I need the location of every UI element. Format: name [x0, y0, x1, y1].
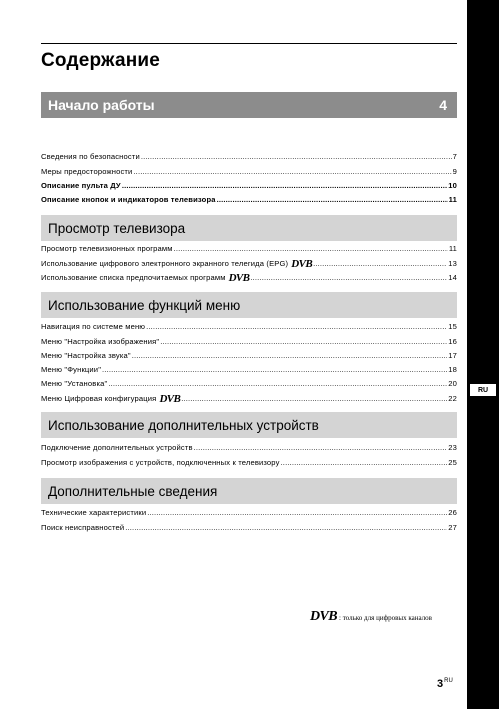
dot-leader	[122, 181, 447, 191]
toc-entry-page: 9	[452, 166, 457, 176]
toc-entry-page: 26	[448, 508, 457, 518]
side-bar	[467, 0, 499, 709]
toc-entry[interactable]	[41, 191, 457, 205]
toc-entry-label: Использование списка предпочитаемых программ	[41, 272, 226, 282]
section-heading-label: Просмотр телевизора	[48, 220, 186, 236]
toc-entry-label: Просмотр изображения с устройств, подключенных к телевизору	[41, 457, 280, 467]
toc-entry[interactable]	[41, 347, 457, 361]
toc-entry-label: Описание кнопок и индикаторов телевизора	[41, 195, 216, 205]
dot-leader	[160, 337, 447, 347]
toc-entry-label: Использование цифрового электронного экранного телегида (EPG)	[41, 258, 289, 268]
dot-leader	[174, 244, 448, 254]
toc-entry-label: Описание пульта ДУ	[41, 180, 121, 190]
toc-entry-label: Технические характеристики	[41, 508, 147, 518]
toc-entry[interactable]	[41, 439, 457, 453]
toc-entry[interactable]	[41, 254, 457, 268]
dot-leader	[194, 443, 448, 453]
toc-entry-page: 10	[448, 180, 457, 190]
toc-entry-page: 11	[448, 195, 457, 205]
toc-entry[interactable]	[41, 453, 457, 467]
language-tab: RU	[470, 384, 496, 396]
section-heading-watching-tv	[41, 215, 457, 241]
toc-entry[interactable]	[41, 504, 457, 518]
toc-list-menu-functions	[41, 318, 457, 404]
toc-entry-page: 22	[448, 393, 457, 403]
toc-entry-page: 7	[452, 152, 457, 162]
toc-entry[interactable]	[41, 162, 457, 176]
toc-entry-label: Сведения по безопасности	[41, 152, 140, 162]
toc-entry-label: Просмотр телевизионных программ	[41, 244, 173, 254]
toc-entry-page: 16	[448, 336, 457, 346]
dvb-logo-icon: DVB	[228, 271, 250, 284]
toc-entry[interactable]	[41, 148, 457, 162]
page-number-suffix: RU	[444, 678, 453, 685]
dot-leader	[147, 508, 447, 518]
toc-entry-label: Подключение дополнительных устройств	[41, 443, 193, 453]
toc-list-watching-tv	[41, 240, 457, 283]
toc-entry-page: 13	[448, 258, 457, 268]
section-heading-start	[41, 92, 457, 118]
toc-entry[interactable]	[41, 269, 457, 283]
toc-entry-label: Поиск неисправностей	[41, 522, 125, 532]
toc-entry[interactable]	[41, 332, 457, 346]
section-heading-label: Использование функций меню	[48, 297, 241, 313]
toc-entry-page: 27	[448, 522, 457, 532]
section-heading-additional-devices	[41, 412, 457, 438]
section-heading-label: Использование дополнительных устройств	[48, 417, 319, 433]
dot-leader	[102, 365, 447, 375]
dot-leader	[181, 394, 447, 404]
page-number: $3^{RU}$	[437, 678, 453, 690]
toc-entry-page: 15	[448, 322, 457, 332]
dvb-logo-icon: DVB	[310, 609, 337, 624]
toc-entry-label: Меры предосторожности	[41, 166, 133, 176]
dvb-footnote	[310, 609, 432, 624]
toc-list-additional-devices	[41, 439, 457, 468]
section-heading-menu-functions	[41, 292, 457, 318]
dot-leader	[125, 523, 447, 533]
toc-entry-label: Меню "Установка"	[41, 379, 108, 389]
section-heading-label: Начало работы	[48, 97, 155, 113]
toc-entry-label: Меню Цифровая конфигурация	[41, 393, 157, 403]
toc-entry-page: 20	[448, 379, 457, 389]
toc-entry-page: 14	[448, 272, 457, 282]
toc-entry[interactable]	[41, 240, 457, 254]
toc-entry[interactable]	[41, 389, 457, 403]
dot-leader	[133, 167, 451, 177]
toc-entry-page: 17	[448, 350, 457, 360]
toc-entry-page: 25	[448, 457, 457, 467]
dot-leader	[313, 259, 447, 269]
toc-entry[interactable]	[41, 361, 457, 375]
page-title: Содержание	[41, 50, 161, 71]
dot-leader	[108, 379, 447, 389]
dvb-logo-icon: DVB	[291, 257, 313, 270]
toc-entry-label: Меню "Настройка изображения"	[41, 336, 160, 346]
toc-entry[interactable]	[41, 375, 457, 389]
section-heading-label: Дополнительные сведения	[48, 483, 218, 499]
toc-entry-page: 18	[448, 365, 457, 375]
toc-entry-page: 11	[448, 244, 457, 254]
toc-list-additional-info	[41, 504, 457, 533]
top-rule	[41, 43, 457, 44]
toc-list-getting-started	[41, 148, 457, 205]
toc-entry-label: Меню "Функции"	[41, 365, 102, 375]
footnote-text: : только для цифровых каналов	[339, 614, 432, 622]
section-heading-additional-info	[41, 478, 457, 504]
toc-entry[interactable]	[41, 177, 457, 191]
toc-entry-page: 23	[448, 443, 457, 453]
dot-leader	[250, 273, 447, 283]
dot-leader	[146, 322, 447, 332]
dvb-logo-icon: DVB	[159, 392, 181, 405]
toc-entry-label: Меню "Настройка звука"	[41, 350, 131, 360]
dot-leader	[132, 351, 448, 361]
toc-entry[interactable]	[41, 518, 457, 532]
dot-leader	[141, 152, 452, 162]
toc-entry-label: Навигация по системе меню	[41, 322, 146, 332]
dot-leader	[217, 195, 448, 205]
toc-entry[interactable]	[41, 318, 457, 332]
section-heading-page: 4	[439, 97, 447, 113]
dot-leader	[281, 458, 448, 468]
